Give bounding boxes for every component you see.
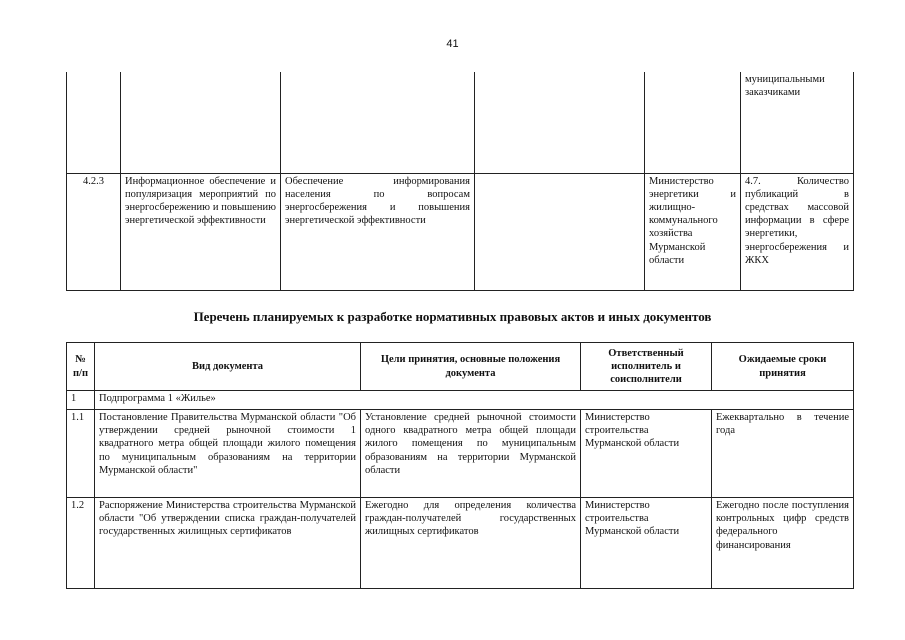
subprogram-number: 1 <box>67 391 95 410</box>
row-number: 1.1 <box>67 410 95 498</box>
measure-name: Информационное обеспечение и популяризация мероприятий по энергосбережению и повышению энергетической эффективности <box>121 173 281 290</box>
header-num: № п/п <box>67 343 95 391</box>
subprogram-label: Подпрограмма 1 «Жилье» <box>95 391 854 410</box>
header-terms: Ожидаемые сроки принятия <box>712 343 854 391</box>
measure-indicator: 4.7. Количество публикаций в средствах массовой информации в сфере энергетики, энергосбережения и ЖКХ <box>741 173 854 290</box>
header-executor: Ответственный исполнитель и соисполнители <box>581 343 712 391</box>
measures-table <box>66 72 854 291</box>
page-number: 41 <box>446 38 459 50</box>
doc-executor: Министерство строительства Мурманской области <box>581 410 712 498</box>
table-cell <box>475 72 645 173</box>
table-cell <box>645 72 741 173</box>
section-heading: Перечень планируемых к разработке нормативных правовых актов и иных документов <box>193 309 712 324</box>
subprogram-row <box>67 391 854 410</box>
doc-type: Постановление Правительства Мурманской области "Об утверждении средней рыночной стоимости 1 квадратного метра общей площади жилого помещения по муниципальным образованиям на территории Мурманской области" <box>95 410 361 498</box>
table-cell <box>475 173 645 290</box>
header-goals: Цели принятия, основные положения документа <box>361 343 581 391</box>
doc-goals: Установление средней рыночной стоимости одного квадратного метра общей площади жилого помещения по муниципальным образованиям на территории Мурманской области <box>361 410 581 498</box>
table-cell <box>281 72 475 173</box>
table-cell <box>121 72 281 173</box>
measure-executor: Министерство энергетики и жилищно-коммунального хозяйства Мурманской области <box>645 173 741 290</box>
table-row <box>67 410 854 498</box>
table-row <box>67 498 854 589</box>
table-cell <box>67 72 121 173</box>
documents-table <box>66 342 854 589</box>
doc-terms: Ежегодно после поступления контрольных цифр средств федерального финансирования <box>712 498 854 589</box>
table-row <box>67 173 854 290</box>
doc-executor: Министерство строительства Мурманской области <box>581 498 712 589</box>
header-doc-type: Вид документа <box>95 343 361 391</box>
row-number: 1.2 <box>67 498 95 589</box>
table-cell: муниципальными заказчиками <box>741 72 854 173</box>
table-header-row <box>67 343 854 391</box>
table-row <box>67 72 854 173</box>
doc-terms: Ежеквартально в течение года <box>712 410 854 498</box>
doc-goals: Ежегодно для определения количества граждан-получателей государственных жилищных сертификатов <box>361 498 581 589</box>
measure-goal: Обеспечение информирования населения по вопросам энергосбережения и повышения энергетической эффективности <box>281 173 475 290</box>
row-number: 4.2.3 <box>67 173 121 290</box>
doc-type: Распоряжение Министерства строительства Мурманской области "Об утверждении списка граждан-получателей государственных жилищных сертификатов <box>95 498 361 589</box>
